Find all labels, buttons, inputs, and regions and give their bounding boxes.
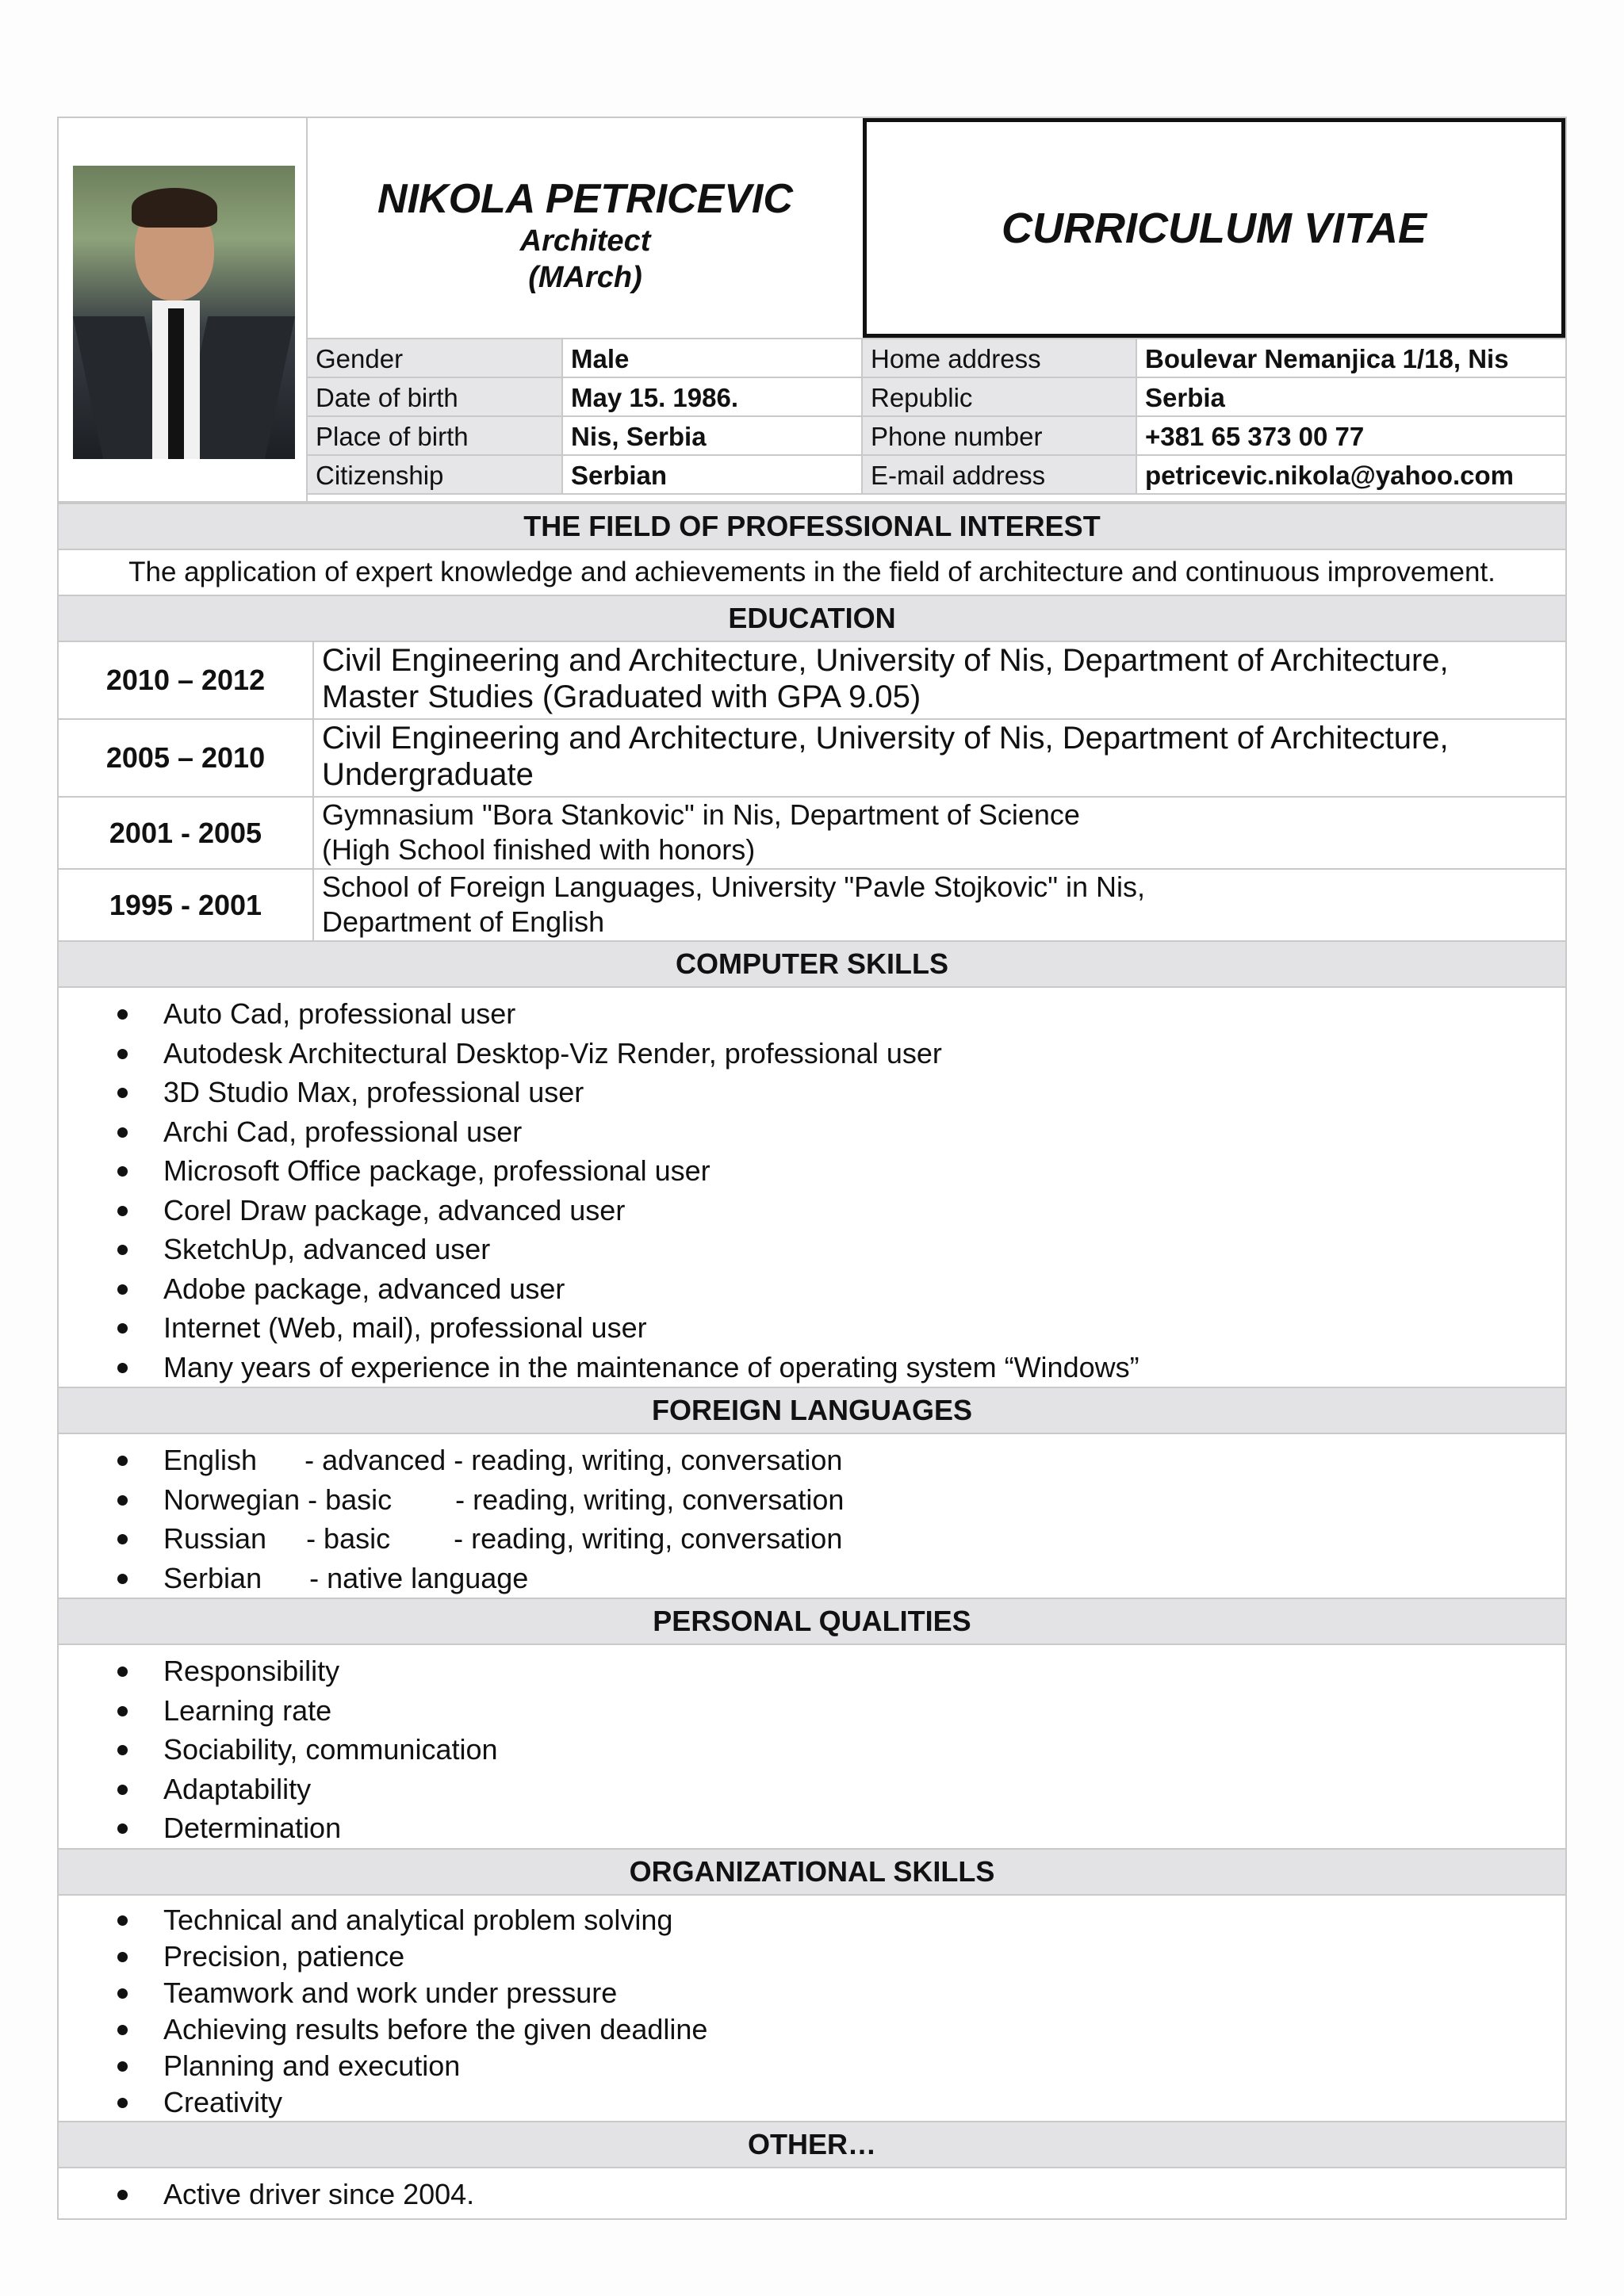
info-label: Home address [863, 339, 1137, 378]
education-line: Master Studies (Graduated with GPA 9.05) [322, 679, 921, 714]
list-item: Auto Cad, professional user [59, 994, 1565, 1034]
info-label: Place of birth [308, 417, 563, 456]
education-heading: EDUCATION [59, 595, 1565, 642]
info-value: May 15. 1986. [563, 378, 863, 417]
list-item: Autodesk Architectural Desktop-Viz Render, professional user [59, 1034, 1565, 1073]
info-label: Phone number [863, 417, 1137, 456]
organizational-heading: ORGANIZATIONAL SKILLS [59, 1848, 1565, 1896]
qualities-list [59, 1645, 1565, 1848]
education-line: Civil Engineering and Architecture, University of Nis, Department of Architecture, [322, 643, 1449, 678]
person-degree: (MArch) [528, 261, 642, 294]
list-item: Creativity [59, 2084, 1565, 2121]
list-item: Technical and analytical problem solving [59, 1902, 1565, 1938]
email-value: petricevic.nikola@yahoo.com [1137, 456, 1565, 495]
info-value: Male [563, 339, 863, 378]
personal-info-table [308, 338, 1565, 495]
info-value: Serbia [1137, 378, 1565, 417]
list-item: Determination [59, 1808, 1565, 1848]
education-row [59, 870, 1565, 940]
cv-header [59, 118, 1565, 503]
info-label: Republic [863, 378, 1137, 417]
education-row [59, 642, 1565, 720]
list-item: 3D Studio Max, professional user [59, 1073, 1565, 1112]
info-label: Date of birth [308, 378, 563, 417]
other-list [59, 2168, 1565, 2219]
education-years: 2010 – 2012 [59, 642, 314, 718]
education-row [59, 798, 1565, 870]
info-value: +381 65 373 00 77 [1137, 417, 1565, 456]
computer-skills-heading: COMPUTER SKILLS [59, 940, 1565, 988]
education-line: School of Foreign Languages, University "Pavle Stojkovic" in Nis, [322, 871, 1146, 903]
list-item: Active driver since 2004. [59, 2175, 1565, 2214]
education-years: 2005 – 2010 [59, 720, 314, 796]
education-line: Civil Engineering and Architecture, University of Nis, Department of Architecture, [322, 721, 1449, 756]
list-item: Precision, patience [59, 1938, 1565, 1975]
info-label: E-mail address [863, 456, 1137, 495]
education-row [59, 720, 1565, 798]
cv-document [57, 117, 1567, 2220]
education-line: Department of English [322, 905, 605, 938]
interest-heading: THE FIELD OF PROFESSIONAL INTEREST [59, 503, 1565, 550]
computer-skills-list [59, 988, 1565, 1387]
list-item: Archi Cad, professional user [59, 1112, 1565, 1152]
education-line: Gymnasium "Bora Stankovic" in Nis, Department of Science [322, 798, 1080, 831]
cv-title-box [863, 118, 1565, 338]
interest-text: The application of expert knowledge and achievements in the field of architecture and continuous improvement. [128, 557, 1496, 587]
list-item: Sociability, communication [59, 1730, 1565, 1770]
languages-list [59, 1434, 1565, 1598]
list-item: Adobe package, advanced user [59, 1269, 1565, 1309]
languages-heading: FOREIGN LANGUAGES [59, 1387, 1565, 1434]
list-item: Russian - basic - reading, writing, conversation [59, 1519, 1565, 1559]
info-value: Serbian [563, 456, 863, 495]
education-line: Undergraduate [322, 757, 534, 792]
list-item: English - advanced - reading, writing, conversation [59, 1441, 1565, 1480]
person-title: Architect [519, 224, 651, 258]
education-line: (High School finished with honors) [322, 833, 756, 866]
list-item: Serbian - native language [59, 1559, 1565, 1598]
name-block [308, 118, 863, 338]
list-item: Learning rate [59, 1691, 1565, 1731]
info-value: Boulevar Nemanjica 1/18, Nis [1137, 339, 1565, 378]
profile-photo [73, 166, 295, 459]
list-item: SketchUp, advanced user [59, 1230, 1565, 1269]
cv-title: CURRICULUM VITAE [1002, 204, 1427, 252]
person-name: NIKOLA PETRICEVIC [377, 176, 793, 222]
list-item: Internet (Web, mail), professional user [59, 1308, 1565, 1348]
photo-cell [59, 118, 308, 501]
info-label: Citizenship [308, 456, 563, 495]
list-item: Responsibility [59, 1651, 1565, 1691]
list-item: Adaptability [59, 1770, 1565, 1809]
list-item: Many years of experience in the maintenance of operating system “Windows” [59, 1348, 1565, 1387]
education-years: 2001 - 2005 [59, 798, 314, 868]
other-heading: OTHER… [59, 2121, 1565, 2168]
organizational-list [59, 1896, 1565, 2121]
list-item: Achieving results before the given deadline [59, 2011, 1565, 2048]
info-value: Nis, Serbia [563, 417, 863, 456]
list-item: Corel Draw package, advanced user [59, 1191, 1565, 1230]
list-item: Norwegian - basic - reading, writing, conversation [59, 1480, 1565, 1520]
info-label: Gender [308, 339, 563, 378]
list-item: Microsoft Office package, professional user [59, 1151, 1565, 1191]
list-item: Planning and execution [59, 2048, 1565, 2084]
qualities-heading: PERSONAL QUALITIES [59, 1598, 1565, 1645]
list-item: Teamwork and work under pressure [59, 1975, 1565, 2011]
education-years: 1995 - 2001 [59, 870, 314, 940]
